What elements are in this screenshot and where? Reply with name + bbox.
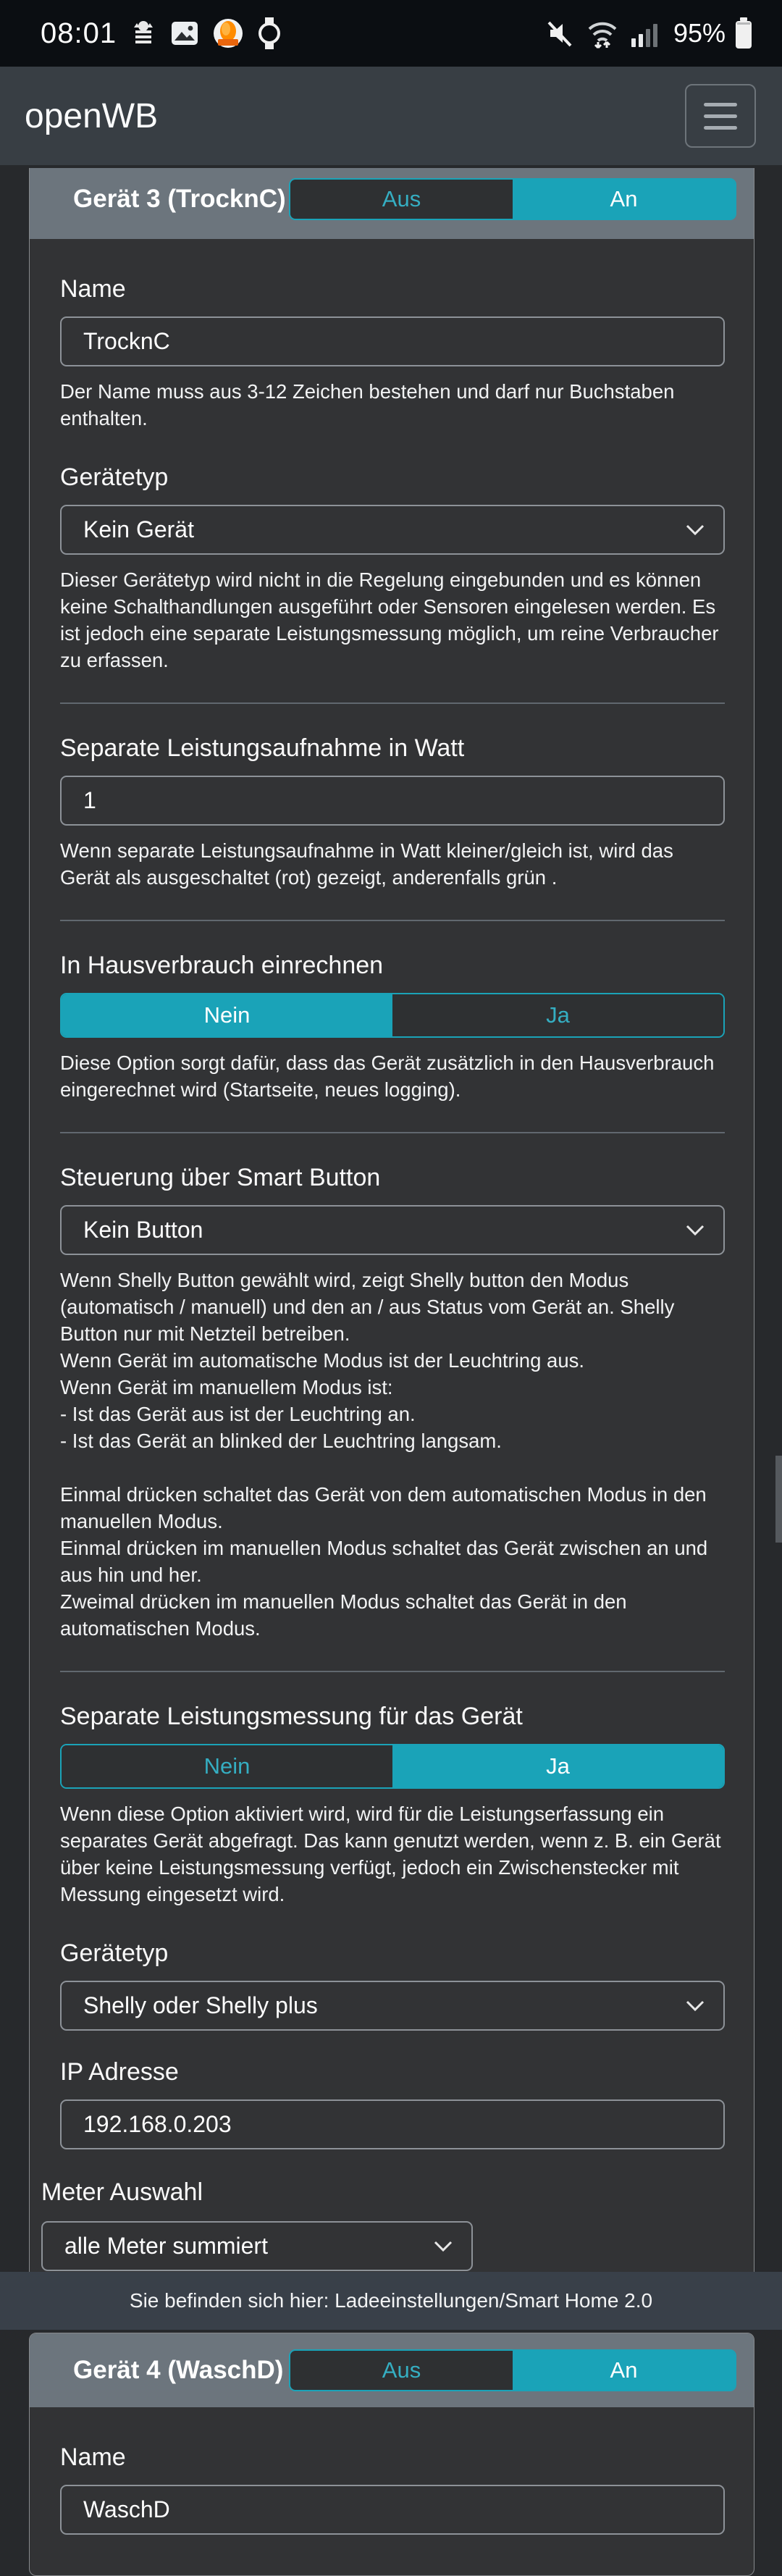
device3-name-input-wrap: [60, 316, 725, 366]
name-help: Der Name muss aus 3-12 Zeichen bestehen und darf nur Buchstaben enthalten.: [60, 380, 675, 429]
scrollbar-thumb[interactable]: [775, 1456, 782, 1543]
chevron-down-icon: [434, 2241, 453, 2252]
device3-card-header: [30, 168, 754, 239]
brand-title: openWB: [25, 96, 159, 135]
divider: [60, 920, 725, 921]
gallery-notification-icon: [170, 19, 199, 48]
houseconsumption-help: Diese Option sorgt dafür, dass das Gerät zusätzlich in den Hausverbrauch eingerechnet wird (Startseite, neues logging).: [60, 1052, 715, 1101]
device4-name-input[interactable]: [83, 2496, 702, 2523]
device3-smartbutton-section: [60, 1164, 725, 1642]
separatemetering-toggle: [60, 1744, 725, 1789]
cell-signal-icon: [630, 18, 660, 49]
name-label: Name: [60, 275, 126, 303]
standby-help: Wenn separate Leistungsaufnahme in Watt kleiner/gleich ist, wird das Gerät als ausgeschaltet (rot) gezeigt, anderenfalls grün .: [60, 839, 673, 889]
chevron-down-icon: [686, 2000, 705, 2012]
device3-separatemetering-section: [60, 1703, 725, 1908]
name-label: Name: [60, 2443, 126, 2471]
device3-smartbutton-select[interactable]: Kein Button: [60, 1205, 725, 1255]
device3-meter-select[interactable]: alle Meter summiert: [41, 2221, 473, 2271]
chevron-down-icon: [686, 524, 705, 536]
houseconsumption-no-button[interactable]: Nein: [62, 994, 392, 1036]
device4-power-off-button[interactable]: Aus: [290, 2351, 513, 2390]
device3-ip-input-wrap: [60, 2099, 725, 2149]
houseconsumption-toggle: [60, 993, 725, 1038]
houseconsumption-yes-button[interactable]: Ja: [392, 994, 723, 1036]
device3-title: Gerät 3 (TrocknC): [73, 185, 286, 213]
device3-power-off-button[interactable]: Aus: [290, 180, 513, 219]
device4-name-section: [60, 2443, 725, 2535]
device3-type-section: [60, 463, 725, 674]
meteringtype-label: Gerätetyp: [60, 1939, 169, 1967]
divider: [60, 702, 725, 704]
battery-percent: 95%: [673, 18, 726, 48]
breadcrumb: Sie befinden sich hier: Ladeeinstellungen/Smart Home 2.0: [129, 2289, 653, 2312]
device4-name-input-wrap: [60, 2485, 725, 2535]
device3-standby-section: [60, 734, 725, 891]
device3-power-toggle: [289, 178, 736, 220]
device3-meteringtype-select[interactable]: Shelly oder Shelly plus: [60, 1981, 725, 2031]
separatemetering-label: Separate Leistungsmessung für das Gerät: [60, 1703, 523, 1730]
houseconsumption-label: In Hausverbrauch einrechnen: [60, 952, 384, 979]
watch-notification-icon: [257, 17, 282, 50]
device3-ip-input[interactable]: [83, 2111, 702, 2138]
chevron-down-icon: [686, 1225, 705, 1236]
clock: 08:01: [41, 17, 117, 49]
notification-app-icon: [130, 17, 157, 49]
standby-label: Separate Leistungsaufnahme in Watt: [60, 734, 465, 762]
device3-name-section: [60, 275, 725, 432]
device3-meteringtype-section: [60, 1939, 725, 2031]
device4-power-on-button[interactable]: An: [513, 2351, 735, 2390]
smartbutton-label: Steuerung über Smart Button: [60, 1164, 381, 1191]
device4-title: Gerät 4 (WaschD): [73, 2356, 284, 2384]
menu-toggle-button[interactable]: [685, 84, 756, 148]
hamburger-icon: [704, 103, 737, 106]
separatemetering-help: Wenn diese Option aktiviert wird, wird für die Leistungserfassung ein separates Gerät abgefragt. Das kann genutzt werden, wenn z. B. ein Gerät über keine Leistungsmessung verfügt, jedoch ein Zwischenstecker mit Messung eingesetzt wird.: [60, 1803, 721, 1905]
device3-power-on-button[interactable]: An: [513, 180, 735, 219]
device3-type-select[interactable]: Kein Gerät: [60, 505, 725, 555]
type-help: Dieser Gerätetyp wird nicht in die Regelung eingebunden und es können keine Schalthandlungen ausgeführt oder Sensoren eingelesen werden. Es ist jedoch eine separate Leistungsmessung möglich, um reine Verbraucher zu erfassen.: [60, 569, 719, 671]
separatemetering-no-button[interactable]: Nein: [62, 1745, 392, 1787]
device4-card-header: [30, 2333, 754, 2407]
separatemetering-yes-button[interactable]: Ja: [392, 1745, 723, 1787]
device3-name-input[interactable]: [83, 328, 702, 355]
battery-icon: [734, 17, 753, 50]
type-label: Gerätetyp: [60, 463, 169, 491]
meter-label: Meter Auswahl: [41, 2178, 203, 2206]
device3-ip-section: [60, 2058, 725, 2149]
wifi-direction-icon: [584, 17, 621, 49]
divider: [60, 1671, 725, 1672]
smartbutton-help: Wenn Shelly Button gewählt wird, zeigt Shelly button den Modus (automatisch / manuell) und den an / aus Status vom Gerät an. Shelly Button nur mit Netzteil betreiben. Wenn Gerät im automatische Modus ist der Leuchtring aus. Wenn Gerät im manuellem Modus ist: - Ist das Gerät aus ist der Leuchtring an. - Ist das Gerät an blinked der Leuchtring langsam. Einmal drücken schaltet das Gerät von dem automatischen Modus in den manuellen Modus. Einmal drücken im manuellen Modus schaltet das Gerät zwischen an und aus hin und her. Zweimal drücken im manuellen Modus schaltet das Gerät in den automatischen Modus.: [60, 1269, 708, 1640]
mute-icon: [545, 18, 575, 49]
app-navbar: [0, 67, 782, 165]
device3-standby-input-wrap: [60, 776, 725, 826]
device3-card: [29, 168, 754, 2312]
device3-houseconsumption-section: [60, 952, 725, 1103]
device4-card: [29, 2333, 754, 2576]
divider: [60, 1132, 725, 1133]
device4-power-toggle: [289, 2349, 736, 2391]
ip-label: IP Adresse: [60, 2058, 179, 2086]
breadcrumb-footer: [0, 2272, 782, 2330]
android-status-bar: [0, 0, 782, 67]
device3-meter-section: [41, 2178, 725, 2271]
device3-standby-input[interactable]: [83, 787, 702, 814]
orange-app-notification-icon: [212, 17, 244, 49]
